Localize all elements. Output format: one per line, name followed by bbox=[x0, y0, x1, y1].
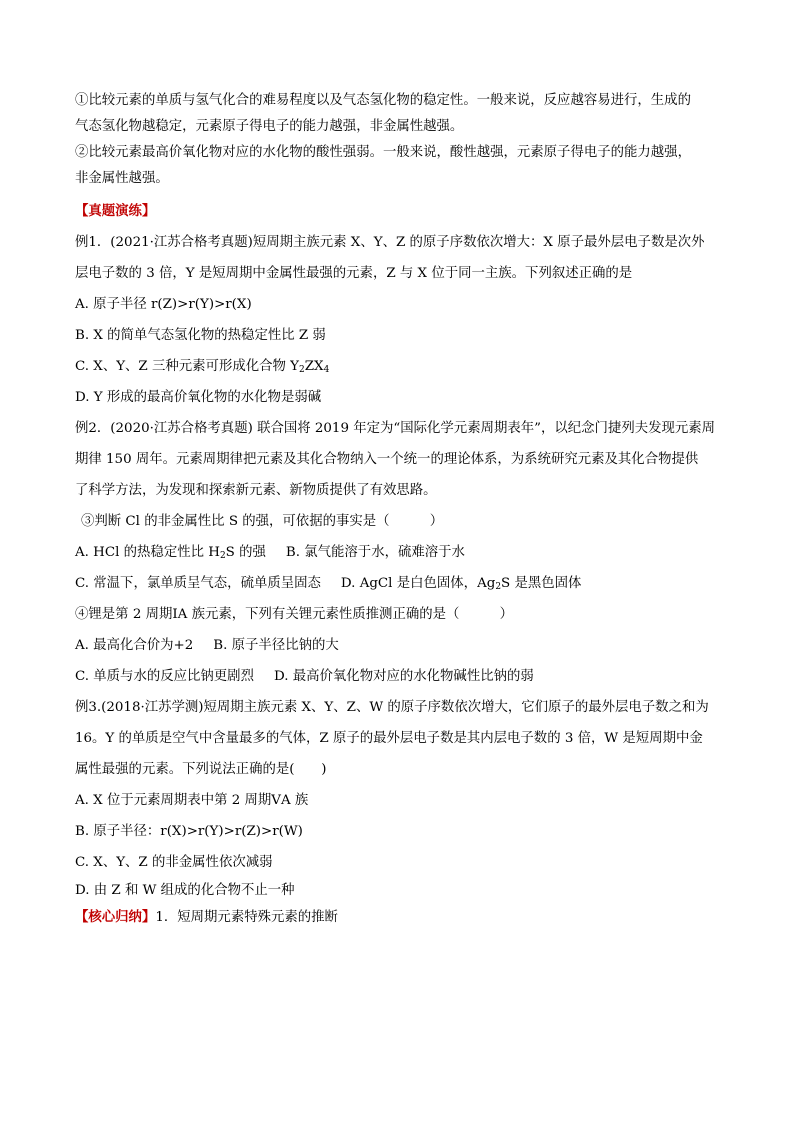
option-a: A. 最高化合价为+2 bbox=[75, 638, 194, 653]
subscript: 4 bbox=[323, 365, 330, 375]
example-2 bbox=[75, 413, 735, 692]
example-2-stem: 了科学方法，为发现和探索新元素、新物质提供了有效思路。 bbox=[75, 483, 437, 498]
example-1-stem: 层电子数的 3 倍，Y 是短周期中金属性最强的元素，Z 与 X 位于同一主族。下列叙述正确的是 bbox=[75, 266, 633, 281]
example-3-stem: 例3.(2018·江苏学测)短周期主族元素 X、Y、Z、W 的原子序数依次增大，它们原子的最外层电子数之和为 bbox=[75, 700, 709, 715]
option-b: B. 原子半径比钠的大 bbox=[213, 638, 339, 653]
question-4-options-cd bbox=[75, 661, 735, 692]
example-3 bbox=[75, 692, 735, 904]
option-a: A. 原子半径 r(Z)>r(Y)>r(X) bbox=[75, 297, 252, 312]
option-c: C. 常温下，氯单质呈气态，硫单质呈固态 bbox=[75, 576, 321, 591]
option-c bbox=[75, 351, 735, 382]
option-c-text: C. X、Y、Z 三种元素可形成化合物 Y bbox=[75, 359, 299, 374]
option-d: D. 由 Z 和 W 组成的化合物不止一种 bbox=[75, 883, 295, 898]
option-d: D. 最高价氧化物对应的水化物碱性比钠的弱 bbox=[273, 669, 534, 684]
example-3-stem: 属性最强的元素。下列说法正确的是( ) bbox=[75, 762, 327, 777]
question-3-options-cd bbox=[75, 568, 735, 599]
question-4-options-ab bbox=[75, 630, 735, 661]
section-title: 【真题演练】 bbox=[75, 203, 156, 219]
intro-line: ①比较元素的单质与氢气化合的难易程度以及气态氢化物的稳定性。一般来说，反应越容易进行，生成的 bbox=[75, 93, 691, 108]
intro-line: 气态氢化物越稳定，元素原子得电子的能力越强，非金属性越强。 bbox=[75, 119, 464, 134]
summary-heading bbox=[75, 904, 735, 931]
intro-line: 非金属性越强。 bbox=[75, 171, 169, 186]
question-3: ③判断 Cl 的非金属性比 S 的强，可依据的事实是（ ） bbox=[81, 514, 444, 529]
example-1 bbox=[75, 227, 735, 413]
example-1-stem: 例1．(2021·江苏合格考真题)短周期主族元素 X、Y、Z 的原子序数依次增大：X 原子最外层电子数是次外 bbox=[75, 235, 705, 250]
example-2-stem: 例2．(2020·江苏合格考真题) 联合国将 2019 年定为“国际化学元素周期表年”，以纪念门捷列夫发现元素周 bbox=[75, 421, 716, 436]
option-c: C. X、Y、Z 的非金属性依次减弱 bbox=[75, 855, 273, 870]
option-c: C. 单质与水的反应比钠更剧烈 bbox=[75, 669, 254, 684]
option-d: D. AgCl 是白色固体，Ag bbox=[340, 576, 496, 591]
summary-label: 【核心归纳】 bbox=[75, 909, 156, 925]
document-page bbox=[75, 88, 735, 931]
summary-text: 1．短周期元素特殊元素的推断 bbox=[155, 910, 338, 925]
intro-line: ②比较元素最高价氧化物对应的水化物的酸性强弱。一般来说，酸性越强，元素原子得电子的能力越强， bbox=[75, 145, 691, 160]
option-a: A. HCl 的热稳定性比 H bbox=[75, 545, 220, 560]
question-4: ④锂是第 2 周期ⅠA 族元素，下列有关锂元素性质推测正确的是（ ） bbox=[75, 607, 513, 622]
question-3-options-ab bbox=[75, 537, 735, 568]
option-a: A. X 位于元素周期表中第 2 周期ⅤA 族 bbox=[75, 793, 309, 808]
subscript: 2 bbox=[219, 551, 226, 561]
option-b: B. 氯气能溶于水，硫难溶于水 bbox=[285, 545, 465, 560]
subscript: 2 bbox=[299, 365, 305, 375]
intro-block bbox=[75, 88, 735, 192]
option-d: D. Y 形成的最高价氧化物的水化物是弱碱 bbox=[75, 390, 322, 405]
option-c-text: ZX bbox=[304, 359, 324, 374]
example-2-stem: 期律 150 周年。元素周期律把元素及其化合物纳入一个统一的理论体系，为系统研究元素及其化合物提供 bbox=[75, 452, 699, 467]
subscript: 2 bbox=[495, 582, 502, 592]
example-3-stem: 16。Y 的单质是空气中含量最多的气体，Z 原子的最外层电子数是其内层电子数的 3 倍，W 是短周期中金 bbox=[75, 731, 703, 746]
option-b: B. 原子半径：r(X)>r(Y)>r(Z)>r(W) bbox=[75, 824, 303, 839]
option-a: S 的强 bbox=[225, 545, 266, 560]
option-b: B. X 的简单气态氢化物的热稳定性比 Z 弱 bbox=[75, 328, 326, 343]
option-d: S 是黑色固体 bbox=[501, 576, 582, 591]
